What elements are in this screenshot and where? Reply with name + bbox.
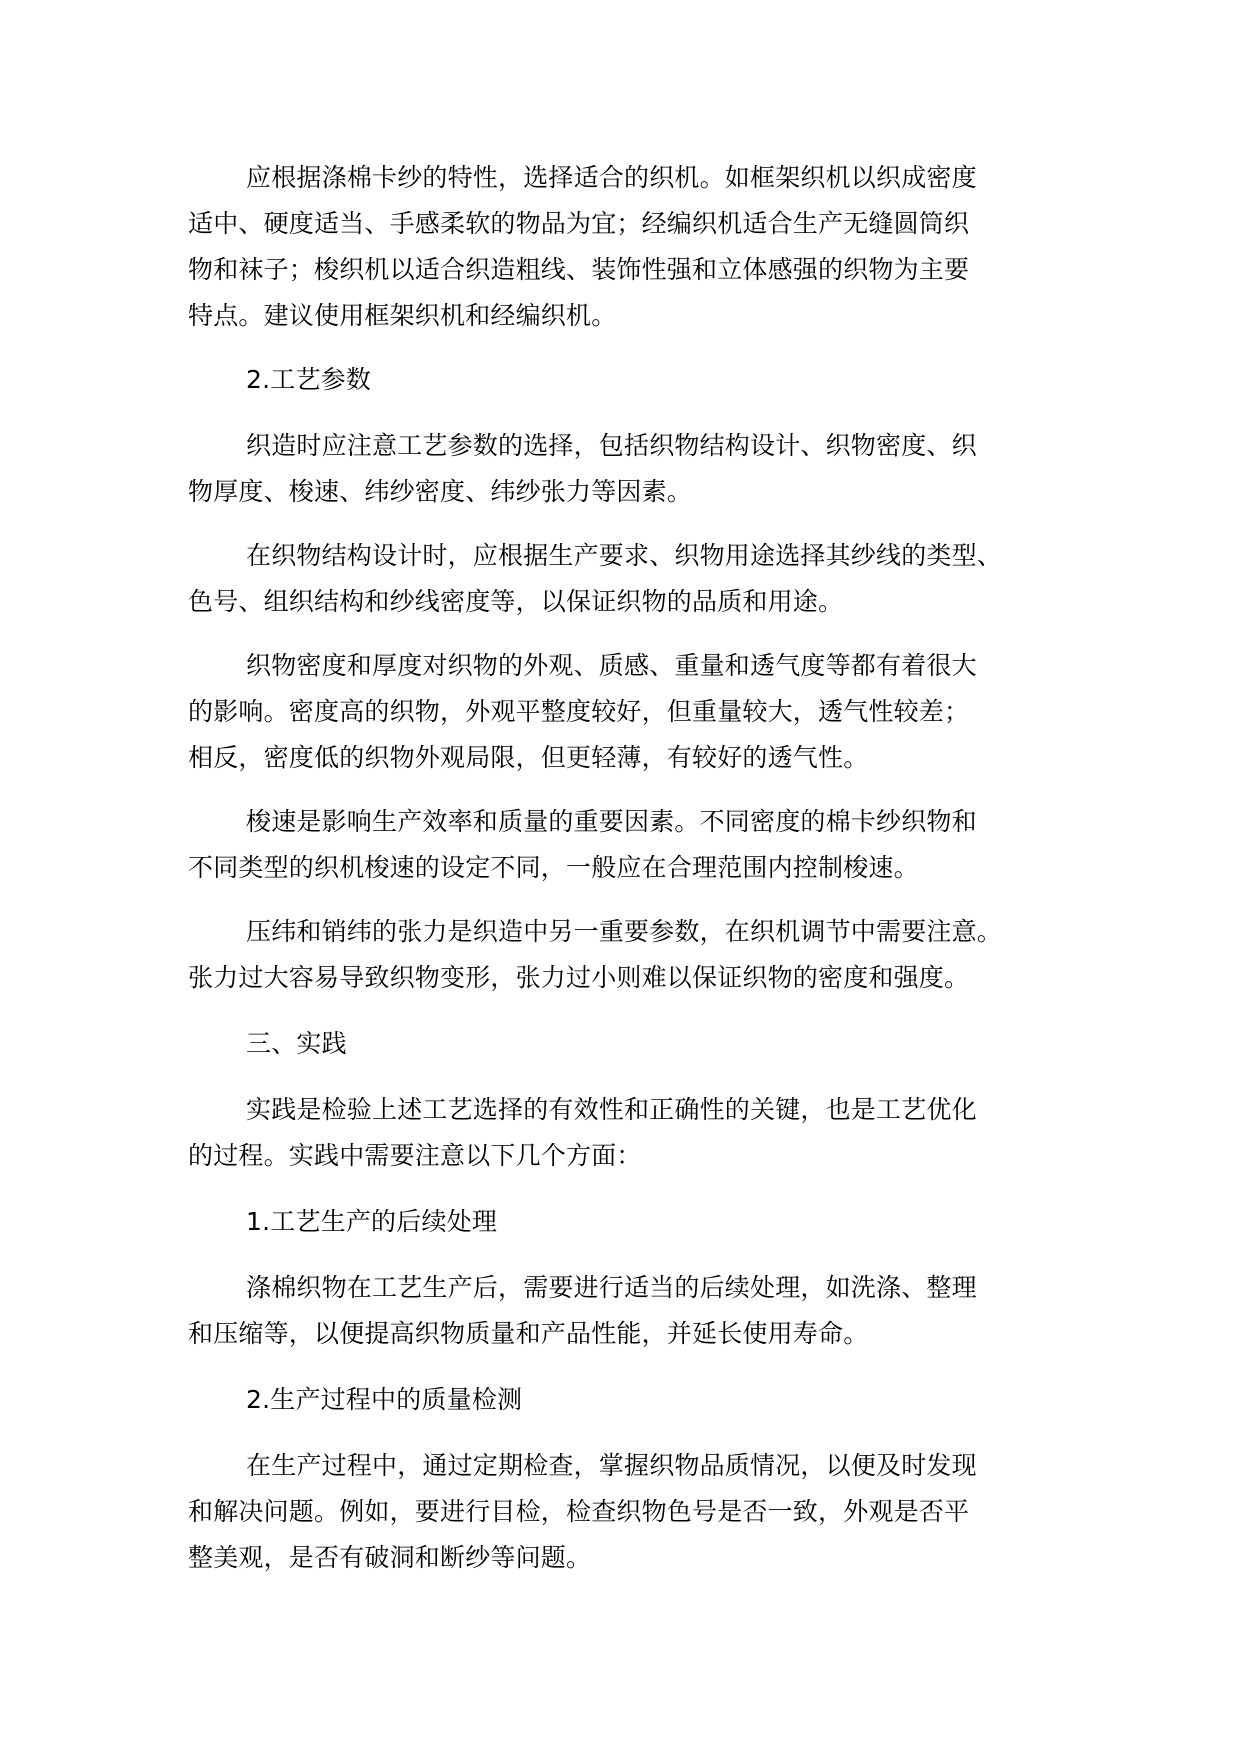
text-line: 和解决问题。例如，要进行目检，检查织物色号是否一致，外观是否平: [188, 1497, 970, 1526]
paragraph-practice-intro: [188, 1087, 1068, 1179]
text-line: 色号、组织结构和纱线密度等，以保证织物的品质和用途。: [188, 587, 844, 616]
text-line: 和压缩等，以便提高织物质量和产品性能，并延长使用寿命。: [188, 1319, 869, 1348]
text-line: 织造时应注意工艺参数的选择，包括织物结构设计、织物密度、织: [246, 431, 977, 460]
paragraph-density-thickness: [188, 643, 1068, 781]
section-heading: 2.生产过程中的质量检测: [246, 1385, 523, 1414]
section-heading: 2.工艺参数: [246, 365, 372, 394]
paragraph-structure-design: [188, 533, 1068, 625]
text-line: 的过程。实践中需要注意以下几个方面：: [188, 1141, 642, 1170]
text-line: 涤棉织物在工艺生产后，需要进行适当的后续处理，如洗涤、整理: [246, 1273, 977, 1302]
text-line: 实践是检验上述工艺选择的有效性和正确性的关键，也是工艺优化: [246, 1095, 977, 1124]
text-line: 张力过大容易导致织物变形，张力过小则难以保证织物的密度和强度。: [188, 963, 970, 992]
text-line: 物和袜子；梭织机以适合织造粗线、装饰性强和立体感强的织物为主要: [188, 255, 970, 284]
paragraph-post-processing: [188, 1265, 1068, 1357]
document-page: [188, 155, 1068, 1581]
paragraph-loom-selection: [188, 155, 1068, 339]
text-line: 的影响。密度高的织物，外观平整度较好，但重量较大，透气性较差；: [188, 697, 970, 726]
text-line: 梭速是影响生产效率和质量的重要因素。不同密度的棉卡纱织物和: [246, 807, 977, 836]
heading-process-parameters: [188, 357, 1068, 403]
heading-quality-inspection: [188, 1377, 1068, 1423]
text-line: 应根据涤棉卡纱的特性，选择适合的织机。如框架织机以织成密度: [246, 163, 977, 192]
text-line: 压纬和销纬的张力是织造中另一重要参数，在织机调节中需要注意。: [246, 917, 1003, 946]
text-line: 整美观，是否有破洞和断纱等问题。: [188, 1543, 592, 1572]
text-line: 物厚度、梭速、纬纱密度、纬纱张力等因素。: [188, 477, 693, 506]
paragraph-shuttle-speed: [188, 799, 1068, 891]
text-line: 在织物结构设计时，应根据生产要求、织物用途选择其纱线的类型、: [246, 541, 1003, 570]
text-line: 织物密度和厚度对织物的外观、质感、重量和透气度等都有着很大: [246, 651, 977, 680]
section-heading: 三、实践: [246, 1029, 347, 1058]
section-heading: 1.工艺生产的后续处理: [246, 1207, 498, 1236]
text-line: 特点。建议使用框架织机和经编织机。: [188, 301, 617, 330]
paragraph-parameter-selection: [188, 423, 1068, 515]
paragraph-quality-inspection: [188, 1443, 1068, 1581]
heading-post-processing: [188, 1199, 1068, 1245]
text-line: 不同类型的织机梭速的设定不同，一般应在合理范围内控制梭速。: [188, 853, 919, 882]
paragraph-weft-tension: [188, 909, 1068, 1001]
text-line: 在生产过程中，通过定期检查，掌握织物品质情况，以便及时发现: [246, 1451, 977, 1480]
text-line: 适中、硬度适当、手感柔软的物品为宜；经编织机适合生产无缝圆筒织: [188, 209, 970, 238]
text-line: 相反，密度低的织物外观局限，但更轻薄，有较好的透气性。: [188, 743, 869, 772]
heading-practice: [188, 1021, 1068, 1067]
